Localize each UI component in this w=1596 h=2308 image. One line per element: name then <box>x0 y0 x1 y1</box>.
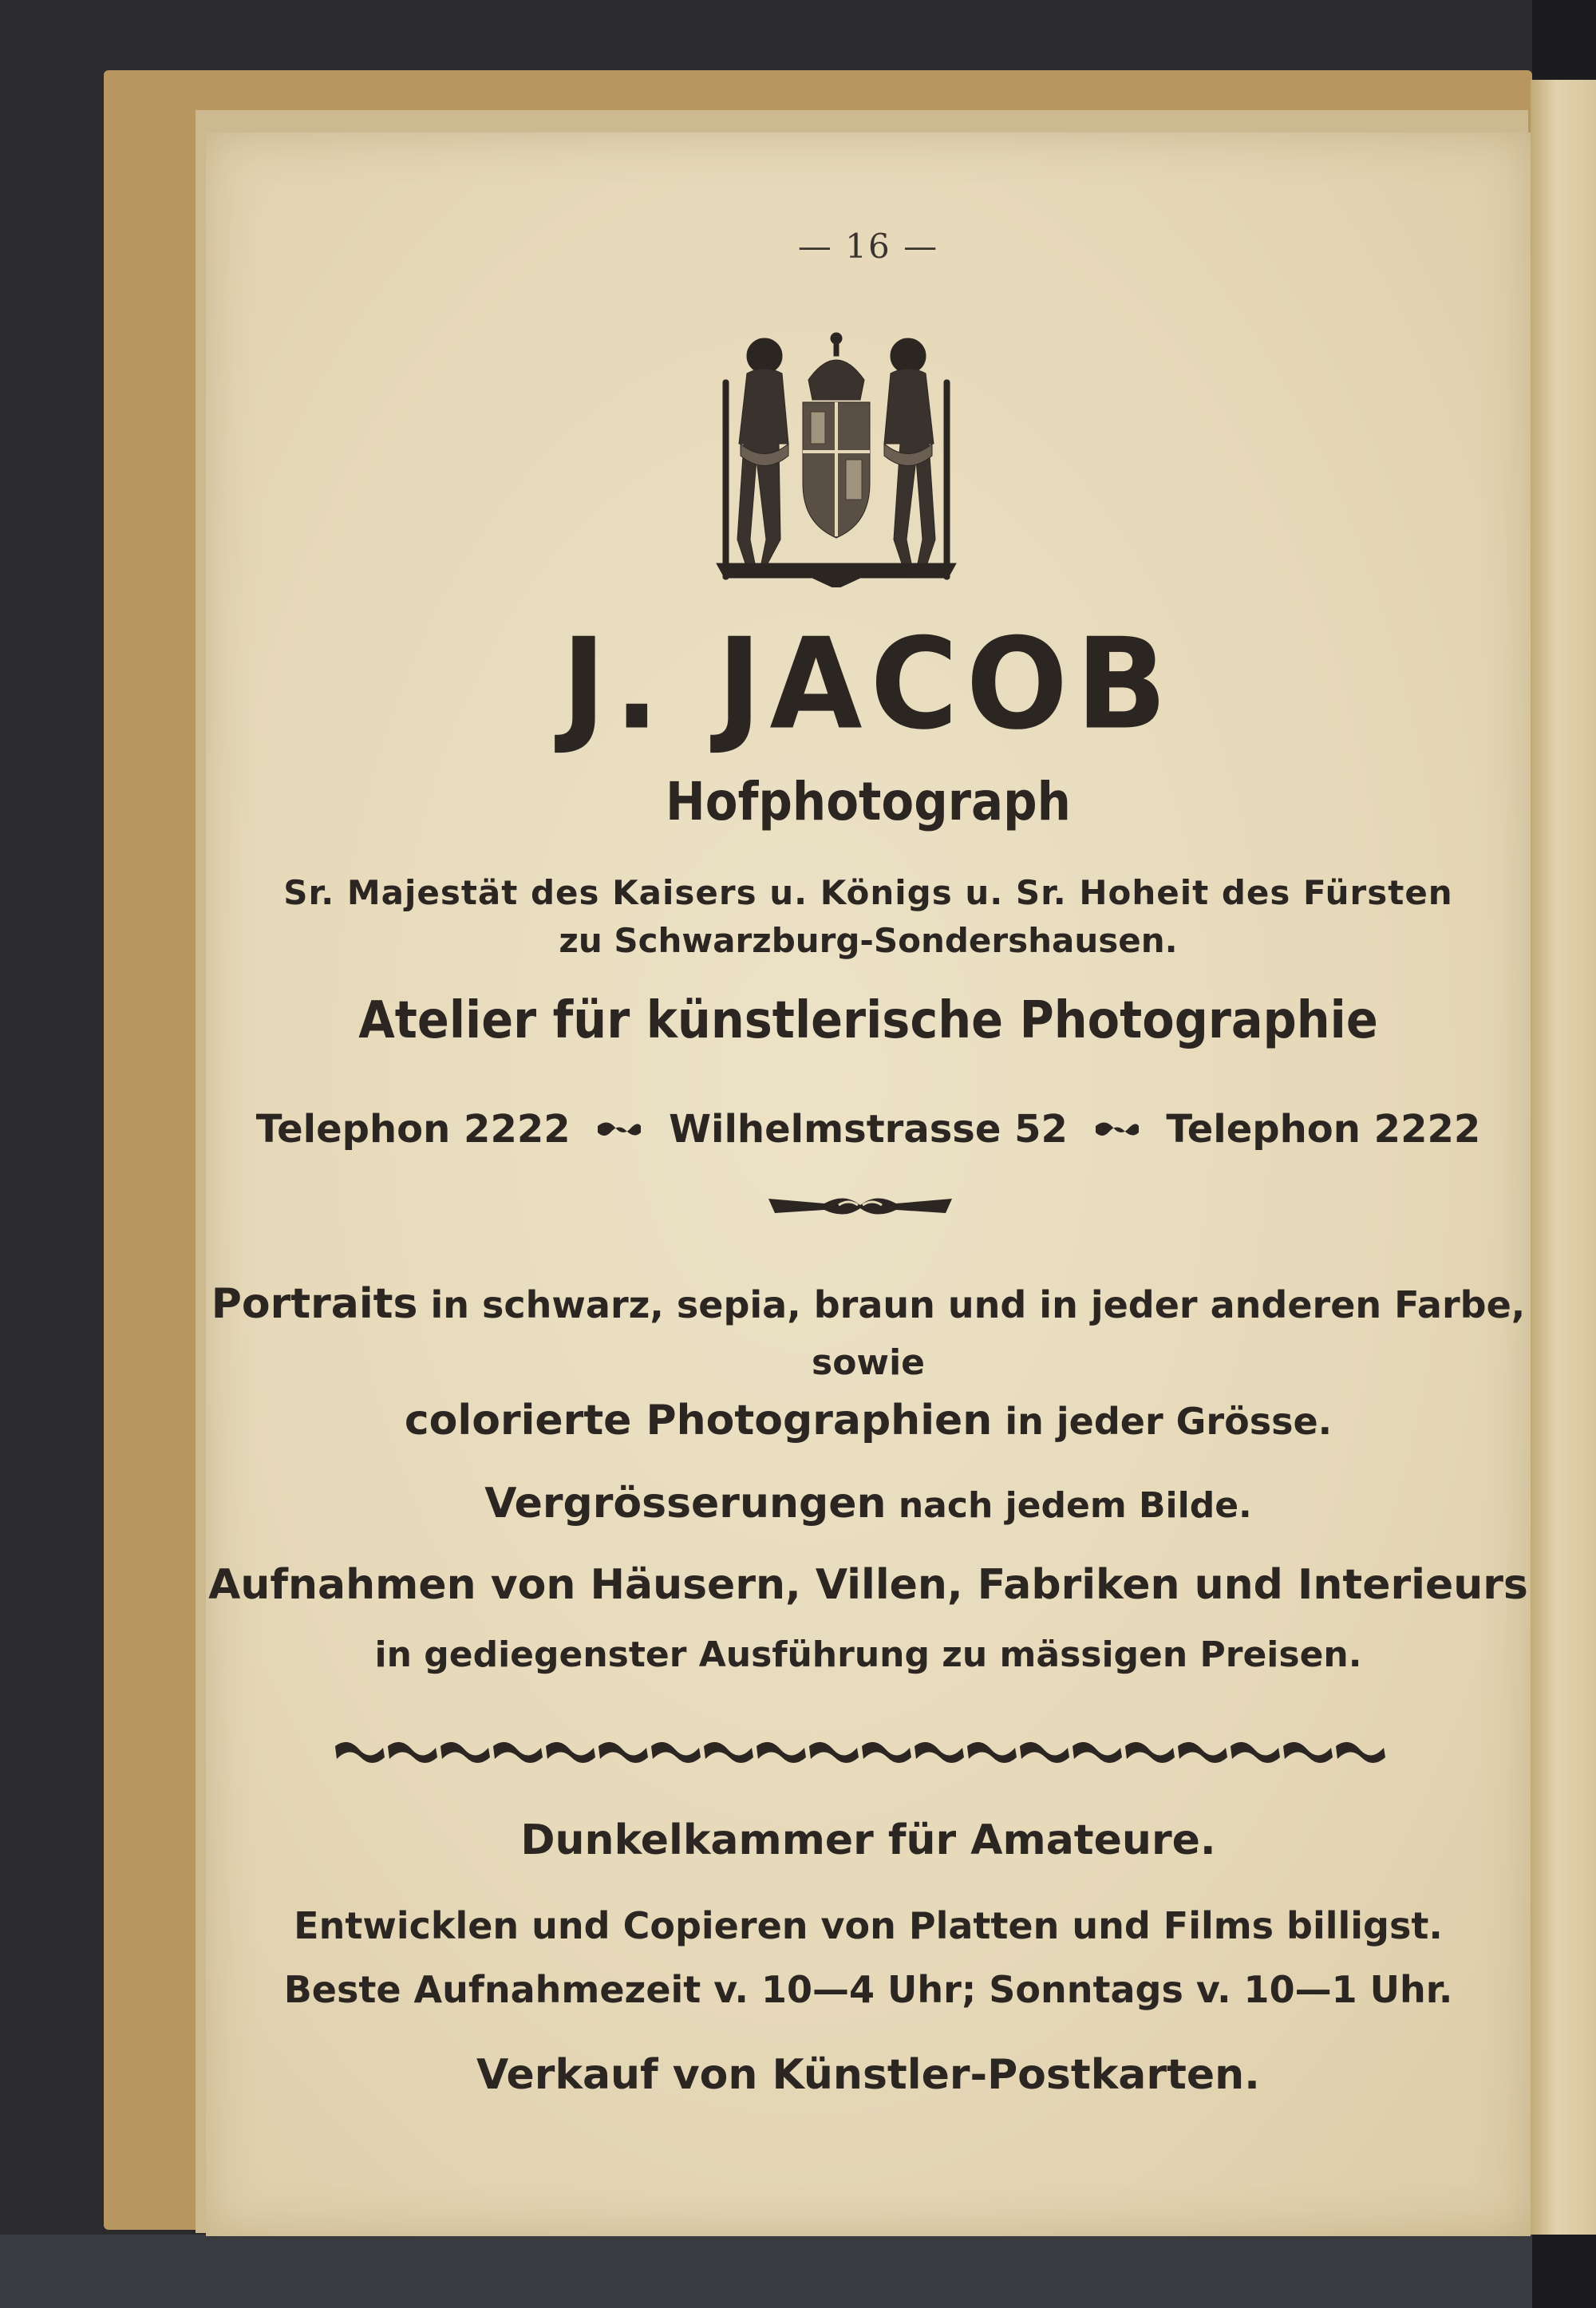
sowie-line: sowie <box>812 1342 925 1383</box>
page-number: — 16 — <box>797 227 939 266</box>
colorierte-lead: colorierte Photographien <box>404 1397 993 1444</box>
contact-row <box>206 1105 1531 1152</box>
enlargements-rest: nach jedem Bilde. <box>898 1485 1252 1526</box>
colorierte-rest: in jeder Grösse. <box>1005 1400 1333 1443</box>
darkroom-title: Dunkelkammer für Amateure. <box>520 1816 1216 1864</box>
page-content <box>206 132 1531 2236</box>
ornament-separator-icon <box>596 1118 642 1140</box>
darkroom-line-2: Beste Aufnahmezeit v. 10—4 Uhr; Sonntags v. 10—1 Uhr. <box>283 1968 1453 2011</box>
atelier-heading: Atelier für künstlerische Photographie <box>358 991 1378 1050</box>
portraits-rest: in schwarz, sepia, braun und in jeder anderen Farbe, <box>430 1283 1526 1326</box>
profession-title: Hofphotograph <box>666 771 1071 832</box>
scan-backdrop-bottom <box>0 2235 1596 2308</box>
phone-left: Telephon 2222 <box>255 1107 571 1152</box>
patronage-line-1: Sr. Majestät des Kaisers u. Königs u. Sr. Hoheit des Fürsten <box>283 873 1453 912</box>
darkroom-line-1: Entwicklen und Copieren von Platten und Films billigst. <box>294 1904 1443 1947</box>
enlargements-line <box>206 1480 1531 1527</box>
portraits-line <box>206 1280 1531 1328</box>
quality-line: in gediegenster Ausführung zu mässigen Preisen. <box>374 1634 1362 1675</box>
facing-page-edge <box>1531 80 1596 2235</box>
address: Wilhelmstrasse 52 <box>669 1107 1068 1152</box>
border-ornament-icon <box>334 1737 1387 1769</box>
coat-of-arms-icon <box>709 324 964 587</box>
colorierte-line <box>206 1397 1531 1444</box>
phone-right: Telephon 2222 <box>1166 1107 1481 1152</box>
patronage-line-2: zu Schwarzburg-Sondershausen. <box>559 921 1178 960</box>
buildings-line: Aufnahmen von Häusern, Villen, Fabriken und Interieurs <box>208 1561 1528 1609</box>
enlargements-lead: Vergrösserungen <box>484 1480 887 1527</box>
ornament-separator-icon <box>1094 1118 1140 1140</box>
portraits-lead: Portraits <box>211 1280 418 1328</box>
flourish-ornament-icon <box>768 1188 952 1223</box>
postcards-line: Verkauf von Künstler-Postkarten. <box>476 2051 1260 2099</box>
firm-name: J. JACOB <box>561 611 1175 758</box>
